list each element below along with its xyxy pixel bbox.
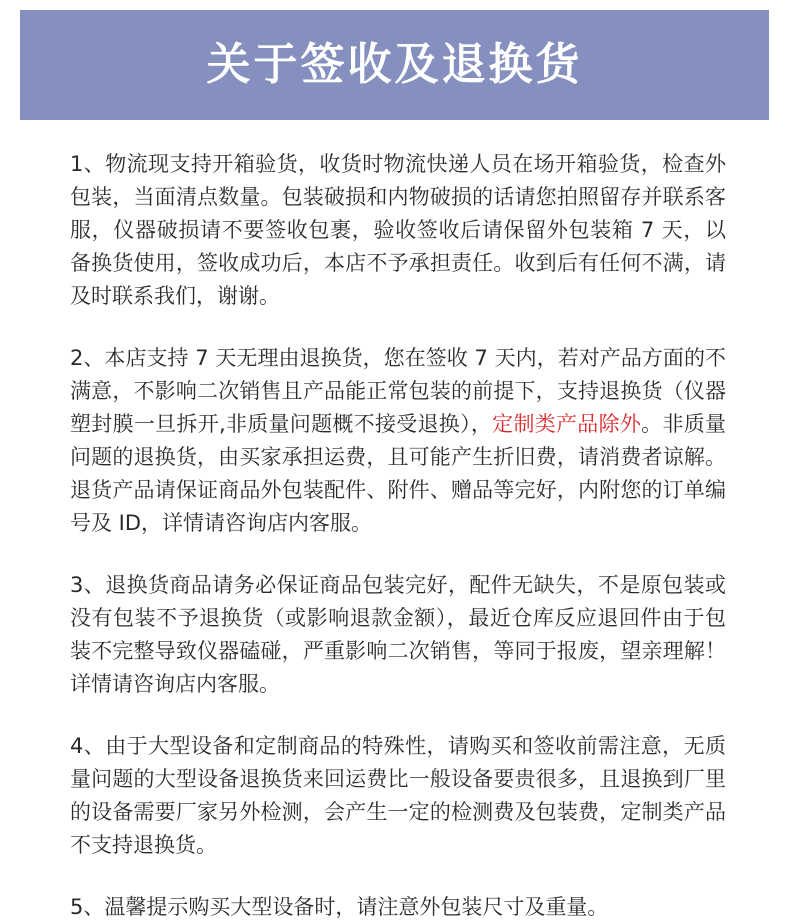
policy-item-2 <box>70 342 726 540</box>
policy-item-5: 5、温馨提示购买大型设备时，请注意外包装尺寸及重量。 <box>70 895 609 919</box>
page-title: 关于签收及退换货 <box>206 39 583 90</box>
policy-item-4: 4、由于大型设备和定制商品的特殊性，请购买和签收前需注意，无质量问题的大型设备退换货来回运费比一般设备要贵很多，且退换到厂里的设备需要厂家另外检测，会产生一定的检测费及包装费，定制类产品不支持退换货。 <box>70 734 726 857</box>
policy-content <box>70 148 726 924</box>
policy-item-2-text-a: 2、本店支持 7 天无理由退换货，您在签收 7 天内，若对产品方面的不满意，不影响二次销售且产品能正常包装的前提下，支持退换货（仪器塑封膜一旦拆开,非质量问题概不接受退换）， <box>70 346 726 436</box>
policy-item-1: 1、物流现支持开箱验货，收货时物流快递人员在场开箱验货，检查外包装，当面清点数量。包装破损和内物破损的话请您拍照留存并联系客服，仪器破损请不要签收包裹，验收签收后请保留外包装箱 7 天，以备换货使用，签收成功后，本店不予承担责任。收到后有任何不满，请及时联系我们，谢谢。 <box>70 152 726 308</box>
custom-products-exception: 定制类产品除外 <box>492 412 642 436</box>
policy-item-2-text-b: 。非质量问题的退换货，由买家承担运费，且可能产生折旧费，请消费者谅解。退货产品请保证商品外包装配件、附件、赠品等完好，内附您的订单编号及 ID，详情请咨询店内客服。 <box>70 412 727 535</box>
title-banner <box>20 10 769 120</box>
policy-item-3: 3、退换货商品请务必保证商品包装完好，配件无缺失，不是原包装或没有包装不予退换货（或影响退款金额），最近仓库反应退回件由于包装不完整导致仪器磕碰，严重影响二次销售，等同于报废，望亲理解！详情请咨询店内客服。 <box>70 573 726 696</box>
